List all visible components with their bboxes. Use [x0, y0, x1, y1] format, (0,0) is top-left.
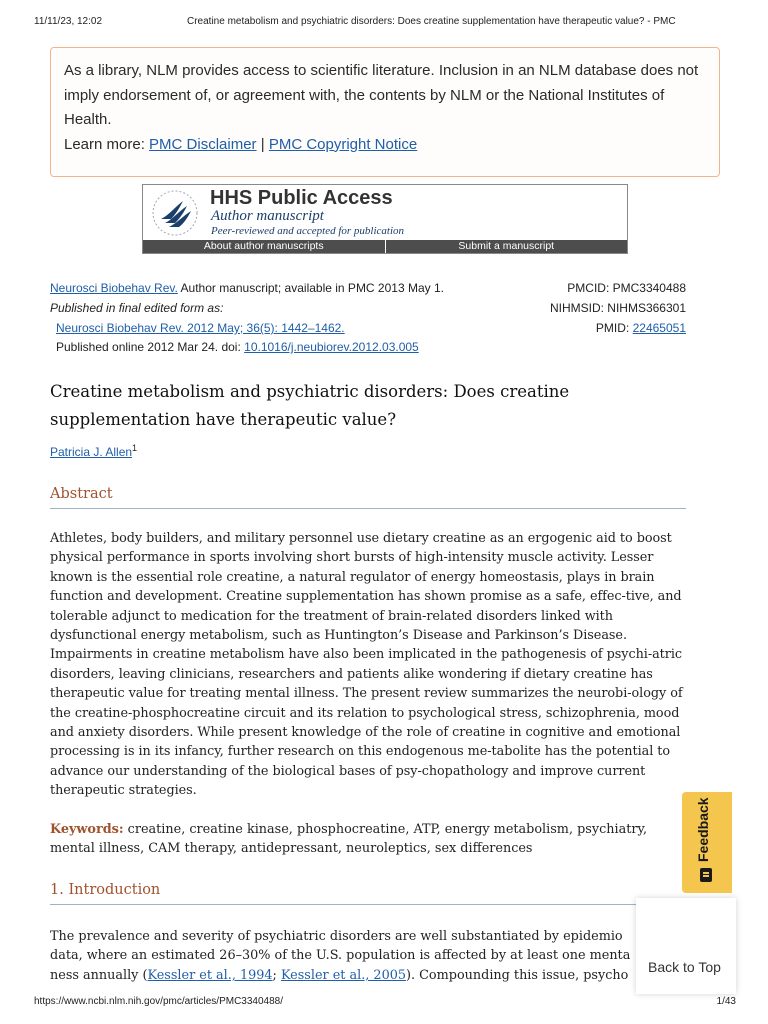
- abstract-text: Athletes, body builders, and military personnel use dietary creatine as an ergogenic aid to boost physical performance in sports involving short bursts of high-intensity muscle activity. Lesser known is the essential role creatine, a natural regulator of energy homeostasis, plays in brain function and development. Creatine supplementation has shown promise as a safe, effec-tive, and tolerable adjunct to medication for the treatment of brain-related disorders linked with dysfunctional energy metabolism, such as Huntington’s Disease and Parkinson’s Disease. Impairments in creatine metabolism have also been implicated in the pathogenesis of psychi-atric disorders, leaving clinicians, researchers and patients alike wondering if dietary creatine has therapeutic value for treating mental illness. The present review summarizes the neurobi-ology of the creatine-phosphocreatine circuit and its relation to psychological stress, schizophrenia, mood and anxiety disorders. While present knowledge of the role of creatine in cognitive and emotional processing is in its infancy, further research on this endogenous me-tabolite has the potential to advance our understanding of the biological bases of psy-chopathology and improve current therapeutic strategies.: [50, 531, 683, 799]
- intro-line-2: data, where an estimated 26–30% of the U.S. population is affected by at least one menta: [50, 948, 631, 964]
- pmc-copyright-link[interactable]: PMC Copyright Notice: [268, 135, 418, 153]
- about-author-manuscripts-link[interactable]: About author manuscripts: [203, 240, 324, 252]
- feedback-icon: [700, 868, 712, 882]
- intro-line-3: ness annually (: [50, 967, 148, 983]
- back-to-top-label: Back to Top: [648, 959, 721, 975]
- banner-subtitle: Author manuscript: [211, 208, 324, 224]
- notice-separator: |: [260, 135, 265, 153]
- doi-link[interactable]: 10.1016/j.neubiorev.2012.03.005: [244, 340, 419, 354]
- keywords-label: Keywords:: [50, 822, 124, 837]
- learn-more-label: Learn more:: [64, 135, 145, 153]
- intro-line-1: The prevalence and severity of psychiatric disorders are well substantiated by epidemio: [50, 929, 623, 944]
- introduction-heading: 1. Introduction: [50, 882, 686, 905]
- published-online: Published online 2012 Mar 24. doi:: [56, 340, 241, 354]
- feedback-button[interactable]: [682, 792, 732, 893]
- hhs-public-access-banner: [142, 184, 628, 254]
- intro-line-3-tail: ). Compounding this issue, psycho: [406, 967, 629, 983]
- feedback-label: Feedback: [695, 797, 711, 862]
- notice-text: As a library, NLM provides access to scientific literature. Inclusion in an NLM database does not imply endorsement of, or agreement with, the contents by NLM or the National Institutes of Health.: [64, 62, 699, 128]
- author-link[interactable]: Patricia J. Allen: [50, 445, 133, 459]
- keywords-text: creatine, creatine kinase, phosphocreatine, ATP, energy metabolism, psychiatry, mental illness, CAM therapy, antidepressant, neuroleptics, sex differences: [50, 822, 648, 857]
- pmid-link[interactable]: 22465051: [632, 321, 686, 335]
- pmid-label: PMID:: [595, 321, 630, 335]
- print-title: Creatine metabolism and psychiatric disorders: Does creatine supplementation have therapeutic value? - PMC: [187, 16, 676, 27]
- banner-tagline: Peer-reviewed and accepted for publication: [211, 225, 405, 237]
- reference-kessler-2005-link[interactable]: Kessler et al., 2005: [280, 967, 406, 983]
- submit-manuscript-link[interactable]: Submit a manuscript: [385, 240, 628, 253]
- author-line: [50, 443, 137, 459]
- banner-links-bar: [143, 240, 627, 253]
- reference-separator: ;: [272, 967, 277, 983]
- manuscript-availability: Author manuscript; available in PMC 2013 May 1.: [180, 281, 444, 295]
- introduction-text: [50, 927, 650, 985]
- final-form-label: Published in final edited form as:: [50, 301, 224, 315]
- pmcid: PMCID: PMC3340488: [567, 281, 686, 295]
- final-reference-link[interactable]: Neurosci Biobehav Rev. 2012 May; 36(5): 1442–1462.: [56, 321, 345, 335]
- article-title: Creatine metabolism and psychiatric disorders: Does creatine supplementation have therapeutic value?: [50, 382, 570, 429]
- back-to-top-button[interactable]: [636, 898, 736, 994]
- hhs-eagle-logo-icon: [149, 189, 201, 237]
- print-page-number: 1/43: [716, 996, 736, 1007]
- print-url: https://www.ncbi.nlm.nih.gov/pmc/articles/PMC3340488/: [34, 996, 283, 1007]
- pmc-disclaimer-link[interactable]: PMC Disclaimer: [149, 135, 257, 153]
- journal-link[interactable]: Neurosci Biobehav Rev.: [50, 281, 178, 295]
- reference-kessler-1994-link[interactable]: Kessler et al., 1994: [147, 967, 273, 983]
- author-affiliation-sup: 1: [132, 443, 138, 453]
- nihmsid: NIHMSID: NIHMS366301: [549, 301, 686, 315]
- keywords-block: [50, 820, 686, 859]
- abstract-heading: Abstract: [50, 486, 686, 509]
- library-notice: [50, 47, 720, 177]
- print-date: 11/11/23, 12:02: [34, 16, 103, 27]
- banner-title: HHS Public Access: [210, 187, 393, 209]
